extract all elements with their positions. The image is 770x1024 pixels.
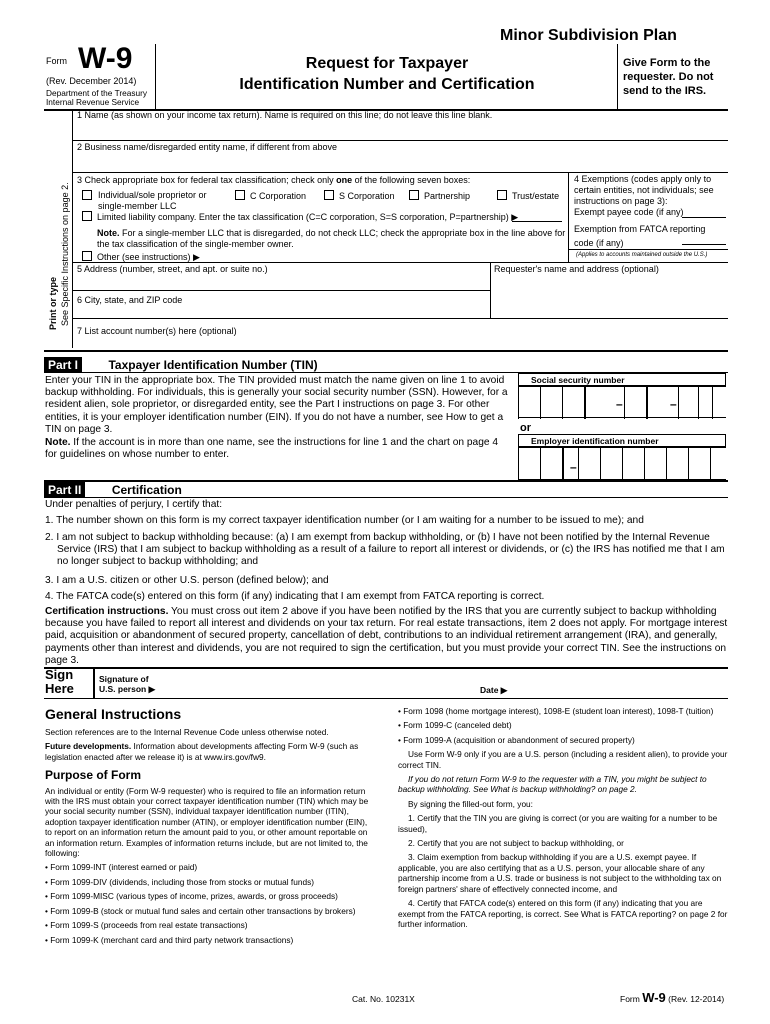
gi-future-text: Information about developments affecting Form W-9 (such as legislation enacted after we release it) is at www.irs.gov/fw9. [45, 741, 359, 762]
opt-trust[interactable] [497, 190, 559, 202]
give-form-notice: Give Form to the requester. Do not send to the IRS. [623, 57, 714, 97]
llc-classification-input[interactable] [512, 211, 562, 222]
gi-right-column [398, 706, 728, 933]
doc-header-title: Minor Subdivision Plan [500, 27, 677, 44]
line2-business-label: 2 Business name/disregarded entity name, if different from above [77, 142, 337, 152]
cat-number: Cat. No. 10231X [352, 994, 415, 1004]
gi-ifnot: If you do not return Form W-9 to the requester with a TIN, you might be subject to backup withholding. See What is backup withholding? on page 2. [398, 774, 707, 795]
agency: Internal Revenue Service [46, 97, 140, 107]
fatca-applies-note: (Applies to accounts maintained outside the U.S.) [576, 252, 708, 258]
date-input[interactable] [512, 672, 726, 696]
left-bullet-1: • Form 1099-DIV (dividends, including those from stocks or mutual funds) [45, 876, 314, 887]
side-instructions-label [48, 277, 58, 330]
opt-llc[interactable] [82, 211, 572, 223]
opt-individual[interactable] [82, 190, 222, 212]
side-print-label: Print or type [48, 276, 58, 330]
cert-item-2: 2. I am not subject to backup withholding because: (a) I am exempt from backup withholding, or (b) I have not been notified by the Internal Revenue Service (IRS) that I am subject to backup withholding as a result of a failure to report all interest or dividends, or (c) the IRS has notified me that I am no longer subject to backup withholding; and [45, 532, 725, 568]
sign-word: Sign [45, 667, 74, 682]
part1-note-bold: Note. [45, 437, 71, 448]
left-bullet-4: • Form 1099-S (proceeds from real estate transactions) [45, 920, 248, 931]
form-label: Form [46, 56, 67, 66]
right-bullet-1: • Form 1099-C (canceled debt) [398, 720, 512, 731]
individual-checkbox[interactable] [82, 190, 92, 200]
trust-checkbox[interactable] [497, 190, 507, 200]
line3-label-bold: one [336, 175, 353, 185]
footer-form-rev: (Rev. 12-2014) [668, 994, 725, 1004]
footer-form [620, 990, 724, 1005]
gi-signing: By signing the filled-out form, you: [408, 798, 533, 809]
purpose-text: An individual or entity (Form W-9 requester) who is required to file an information return with the IRS must obtain your correct taxpayer identification number (TIN) which may be your social security number (SSN), individual taxpayer identification number (ITIN), adoption taxpayer identification number (ATIN), or employer identification number (EIN), to report on an information return the amount paid to you, or other amount reportable on an information return. Examples of information returns include, but are not limited to, the following: [45, 785, 369, 859]
here-word: Here [45, 681, 74, 696]
opt-scorp[interactable] [324, 190, 395, 202]
part2-title: Certification [111, 483, 182, 497]
form-revision: (Rev. December 2014) [46, 76, 137, 86]
gi-left-column [45, 727, 375, 949]
line3-note-bold: Note. [97, 228, 120, 238]
sign-here-label [45, 668, 74, 696]
ssn-dash-2: – [670, 397, 677, 411]
general-instructions-title: General Instructions [45, 706, 182, 722]
ein-dash: – [570, 460, 577, 474]
footer-form-label: Form [620, 994, 640, 1004]
line7-account-label: 7 List account number(s) here (optional) [77, 326, 237, 336]
line3-label-pre: 3 Check appropriate box for federal tax classification; check only [77, 175, 337, 185]
signature-input[interactable] [165, 670, 475, 696]
line3-note-text: For a single-member LLC that is disregarded, do not check LLC; check the appropriate box in the line above for the tax classification of the single-member owner. [97, 228, 566, 249]
fatca-label: Exemption from FATCA reporting code (if any) [574, 224, 706, 248]
left-bullet-2: • Form 1099-MISC (various types of income, prizes, awards, or gross proceeds) [45, 891, 338, 902]
ein-boxes[interactable] [518, 447, 726, 480]
part1-text: Enter your TIN in the appropriate box. The TIN provided must match the name given on line 1 to avoid backup withholding. For individuals, this is generally your social security number (SSN). However, for a resident alien, sole proprietor, or disregarded entity, see the Part I instructions on page 3. For other entities, it is your employer identification number (EIN). If you do not have a number, see How to get a TIN on page 3. [45, 375, 508, 435]
gi-r3: 3. Claim exemption from backup withholding if you are a U.S. exempt payee. If applicable, you are also certifying that as a U.S. person, your allocable share of any partnership income from a U.S. trade or business is not subject to the withholding tax on foreign partners' share of effectively connected income, and [398, 852, 722, 894]
cert-item-4: 4. The FATCA code(s) entered on this form (if any) indicating that I am exempt from FATCA reporting is correct. [45, 591, 545, 602]
or-label: or [520, 422, 531, 434]
form-title-line2: Identification Number and Certification [239, 76, 535, 93]
signature-label-1: Signature of [99, 674, 149, 684]
other-input[interactable] [190, 251, 565, 262]
opt-individual-label: Individual/sole proprietor or single-member LLC [98, 190, 207, 211]
ssn-dash-1: – [616, 397, 623, 411]
opt-trust-label: Trust/estate [512, 191, 560, 201]
cert-instructions-bold: Certification instructions. [45, 606, 169, 617]
right-bullet-0: • Form 1098 (home mortgage interest), 1098-E (student loan interest), 1098-T (tuition) [398, 706, 714, 716]
purpose-title: Purpose of Form [45, 768, 142, 783]
opt-partnership-label: Partnership [424, 191, 471, 201]
left-bullet-0: • Form 1099-INT (interest earned or paid) [45, 862, 198, 873]
gi-future-bold: Future developments. [45, 741, 132, 752]
llc-checkbox[interactable] [82, 211, 92, 221]
exempt-payee-input[interactable] [682, 207, 726, 218]
opt-scorp-label: S Corporation [339, 191, 395, 201]
part1-note-text: If the account is in more than one name, see the instructions for line 1 and the chart on page 4 for guidelines on whose number to enter. [45, 437, 499, 461]
opt-ccorp-label: C Corporation [250, 191, 307, 201]
line6-city-input[interactable] [77, 306, 487, 318]
line2-business-input[interactable] [77, 154, 727, 170]
department: Department of the Treasury [46, 88, 147, 98]
line3-label [77, 175, 567, 186]
line1-name-label: 1 Name (as shown on your income tax return). Name is required on this line; do not leave this line blank. [77, 110, 493, 120]
part1-note [45, 437, 510, 461]
cert-item-1: 1. The number shown on this form is my correct taxpayer identification number (or I am waiting for a number to be issued to me); and [45, 515, 644, 526]
part1-label: Part I [44, 357, 82, 373]
cert-instructions-text: You must cross out item 2 above if you have been notified by the IRS that you are currently subject to backup withholding because you have failed to report all interest and dividends on your tax return. For real estate transactions, item 2 does not apply. For mortgage interest paid, acquisition or abandonment of secured property, cancellation of debt, contributions to an individual retirement arrangement (IRA), and generally, payments other than interest and dividends, you are not required to sign the certification, but you must provide your correct TIN. See the instructions on page 3. [45, 606, 728, 666]
line5-address-input[interactable] [77, 276, 487, 290]
opt-partnership[interactable] [409, 190, 470, 202]
gi-r4: 4. Certify that FATCA code(s) entered on this form (if any) indicating that you are exempt from the FATCA reporting, is correct. See What is FATCA reporting? on page 2 for further information. [398, 898, 728, 929]
form-title-line1: Request for Taxpayer [305, 55, 469, 72]
form-number: W-9 [78, 42, 133, 75]
line5-address-label: 5 Address (number, street, and apt. or suite no.) [77, 264, 268, 274]
right-bullet-2: • Form 1099-A (acquisition or abandonment of secured property) [398, 734, 635, 745]
left-bullet-5: • Form 1099-K (merchant card and third party network transactions) [45, 934, 294, 945]
date-label: Date ▶ [480, 685, 508, 695]
opt-other-label: Other (see instructions) ▶ [97, 252, 200, 262]
other-checkbox[interactable] [82, 251, 92, 261]
partnership-checkbox[interactable] [409, 190, 419, 200]
ssn-boxes[interactable] [518, 386, 726, 418]
line1-name-input[interactable] [77, 122, 727, 138]
fatca-input[interactable] [682, 234, 726, 245]
exempt-payee-label: Exempt payee code (if any) [574, 207, 684, 217]
opt-ccorp[interactable] [235, 190, 306, 202]
opt-llc-label: Limited liability company. Enter the tax classification (C=C corporation, S=S corporation, P=partnership) ▶ [97, 212, 519, 222]
ccorp-checkbox[interactable] [235, 190, 245, 200]
scorp-checkbox[interactable] [324, 190, 334, 200]
line3-note [97, 228, 567, 250]
line3-label-post: of the following seven boxes: [352, 175, 471, 185]
requester-input[interactable] [494, 276, 726, 316]
part2-intro: Under penalties of perjury, I certify that: [45, 499, 223, 510]
line7-account-input[interactable] [77, 337, 727, 348]
exemptions-title: 4 Exemptions (codes apply only to certain entities, not individuals; see instructions on page 3): [574, 174, 714, 206]
footer-form-number: W-9 [642, 990, 666, 1005]
line6-city-label: 6 City, state, and ZIP code [77, 295, 183, 305]
ein-label: Employer identification number [518, 434, 726, 447]
ssn-label: Social security number [518, 373, 726, 386]
left-bullet-3: • Form 1099-B (stock or mutual fund sales and certain other transactions by brokers) [45, 905, 356, 916]
part2-label: Part II [44, 482, 85, 498]
gi-r1: 1. Certify that the TIN you are giving is correct (or you are waiting for a number to be issued), [398, 813, 718, 834]
cert-item-3: 3. I am a U.S. citizen or other U.S. person (defined below); and [45, 575, 329, 586]
cert-instructions [45, 606, 728, 667]
gi-r2: 2. Certify that you are not subject to backup withholding, or [408, 838, 624, 849]
gi-refs: Section references are to the Internal Revenue Code unless otherwise noted. [45, 727, 329, 737]
requester-label: Requester's name and address (optional) [494, 264, 659, 274]
side-see-label: See Specific Instructions on page 2. [60, 182, 70, 326]
part1-title: Taxpayer Identification Number (TIN) [108, 358, 318, 372]
gi-use: Use Form W-9 only if you are a U.S. person (including a resident alien), to provide your correct TIN. [398, 749, 728, 770]
signature-label-2: U.S. person ▶ [99, 684, 156, 694]
gi-future [45, 741, 375, 762]
signature-label [99, 674, 155, 694]
